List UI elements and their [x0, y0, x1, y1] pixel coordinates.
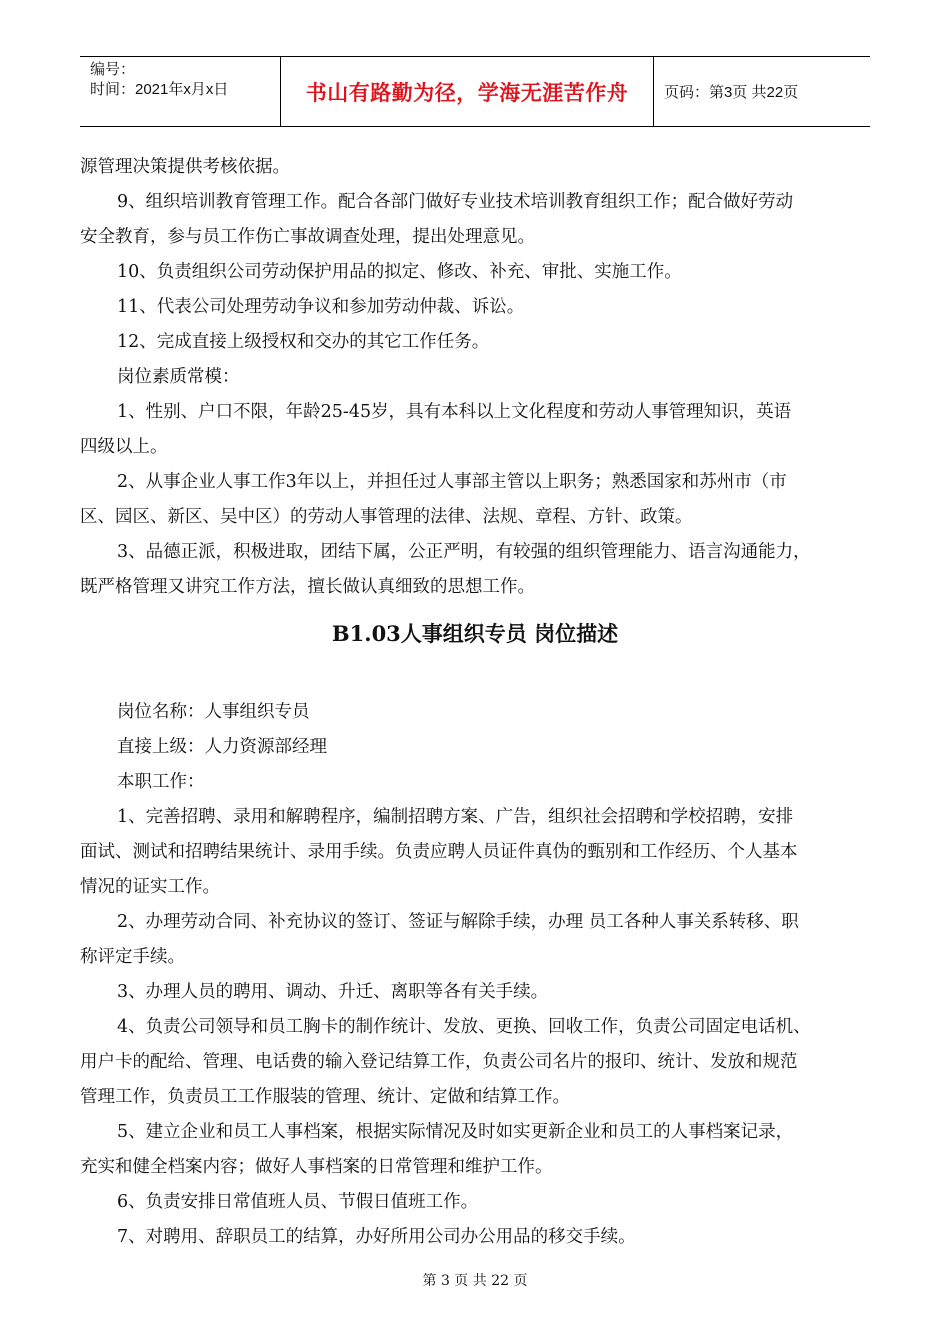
section-1-body: [80, 150, 870, 605]
header-motto: 书山有路勤为径，学海无涯苦作舟: [281, 57, 654, 126]
paragraph-line: 3、办理人员的聘用、调动、升迁、离职等各有关手续。: [117, 982, 549, 1002]
paragraph-line: 7、对聘用、辞职员工的结算，办好所用公司办公用品的移交手续。: [117, 1227, 636, 1247]
paragraph-line: 10、负责组织公司劳动保护用品的拟定、修改、补充、审批、实施工作。: [117, 262, 682, 282]
paragraph-line: 11、代表公司处理劳动争议和参加劳动仲裁、诉讼。: [117, 297, 525, 317]
paragraph-line: 情况的证实工作。: [80, 877, 220, 897]
number-label: 编号：: [90, 61, 136, 78]
paragraph-line: 用户卡的配给、管理、电话费的输入登记结算工作，负责公司名片的报印、统计、发放和规范: [80, 1052, 798, 1072]
paragraph-line: 2、从事企业人事工作3年以上，并担任过人事部主管以上职务；熟悉国家和苏州市（市: [117, 472, 787, 492]
paragraph-line: 2、办理劳动合同、补充协议的签订、签证与解除手续，办理 员工各种人事关系转移、职: [117, 912, 799, 932]
time-label: 时间：2021年x月x日: [90, 81, 229, 98]
section-2-body: [80, 695, 870, 1255]
subheading-duties: 本职工作：: [117, 772, 205, 792]
paragraph-line: 称评定手续。: [80, 947, 185, 967]
paragraph-line: 12、完成直接上级授权和交办的其它工作任务。: [117, 332, 490, 352]
paragraph-line: 4、负责公司领导和员工胸卡的制作统计、发放、更换、回收工作，负责公司固定电话机、: [117, 1017, 811, 1037]
paragraph-line: 1、性别、户口不限，年龄25-45岁，具有本科以上文化程度和劳动人事管理知识，英语: [117, 402, 792, 422]
paragraph-line: 面试、测试和招聘结果统计、录用手续。负责应聘人员证件真伪的甄别和工作经历、个人基本: [80, 842, 798, 862]
position-name: 岗位名称：人事组织专员: [117, 702, 310, 722]
document-header: [80, 56, 870, 127]
paragraph-line: 9、组织培训教育管理工作。配合各部门做好专业技术培训教育组织工作；配合做好劳动: [117, 192, 794, 212]
page-footer: 第 3 页 共 22 页: [422, 1273, 528, 1289]
paragraph-line: 3、品德正派，积极进取，团结下属，公正严明，有较强的组织管理能力、语言沟通能力，: [117, 542, 811, 562]
header-page-info: 页码：第3页 共22页: [664, 84, 799, 101]
direct-superior: 直接上级：人力资源部经理: [117, 737, 327, 757]
section-title: B1.03人事组织专员 岗位描述: [331, 621, 619, 646]
paragraph-line: 既严格管理又讲究工作方法，擅长做认真细致的思想工作。: [80, 577, 535, 597]
paragraph-line: 充实和健全档案内容；做好人事档案的日常管理和维护工作。: [80, 1157, 553, 1177]
paragraph-line: 1、完善招聘、录用和解聘程序，编制招聘方案、广告，组织社会招聘和学校招聘，安排: [117, 807, 794, 827]
paragraph-line: 6、负责安排日常值班人员、节假日值班工作。: [117, 1192, 479, 1212]
paragraph-line: 5、建立企业和员工人事档案，根据实际情况及时如实更新企业和员工的人事档案记录，: [117, 1122, 794, 1142]
paragraph-line: 区、园区、新区、吴中区）的劳动人事管理的法律、法规、章程、方针、政策。: [80, 507, 693, 527]
header-meta-cell: [80, 57, 281, 126]
paragraph-line: 四级以上。: [80, 437, 168, 457]
paragraph-line: 安全教育，参与员工作伤亡事故调查处理，提出处理意见。: [80, 227, 535, 247]
paragraph-line: 管理工作，负责员工工作服装的管理、统计、定做和结算工作。: [80, 1087, 570, 1107]
subheading-qualifications: 岗位素质常模：: [117, 367, 240, 387]
paragraph-line: 源管理决策提供考核依据。: [80, 157, 290, 177]
